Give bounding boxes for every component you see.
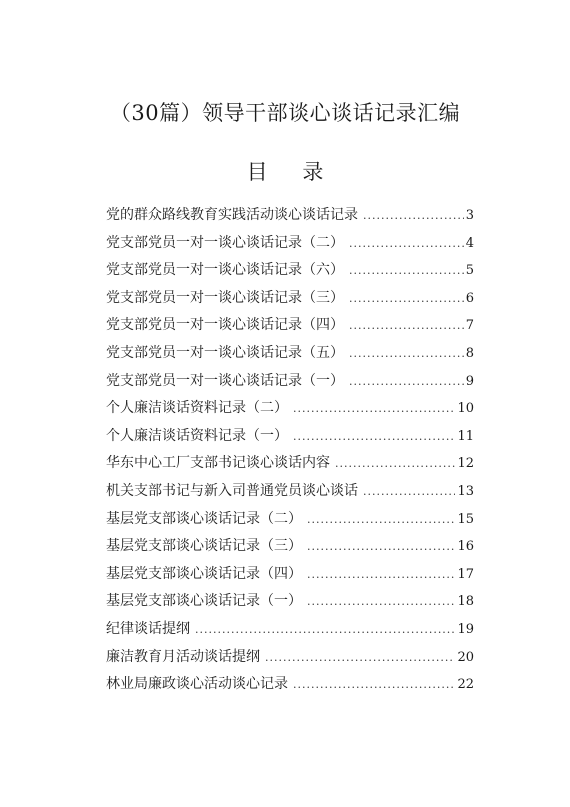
toc-entry-page: 17	[457, 566, 474, 582]
toc-heading: 目 录	[246, 160, 338, 184]
toc-dot-leader	[265, 646, 455, 670]
toc-entry-title: 基层党支部谈心谈话记录（三）	[106, 538, 302, 555]
toc-entry-title: 党支部党员一对一谈心谈话记录（五）	[106, 344, 344, 361]
toc-entry-page: 19	[457, 621, 474, 637]
toc-entry[interactable]	[106, 258, 474, 286]
toc-dot-leader	[349, 232, 464, 256]
toc-entry[interactable]	[106, 341, 474, 369]
toc-entry[interactable]	[106, 203, 474, 231]
toc-entry-title: 华东中心工厂支部书记谈心谈话内容	[106, 455, 330, 472]
toc-entry-page: 4	[465, 235, 474, 251]
toc-dot-leader	[307, 590, 455, 614]
toc-entry[interactable]	[106, 562, 474, 590]
toc-entry-page: 11	[457, 428, 474, 444]
toc-entry-title: 机关支部书记与新入司普通党员谈心谈话	[106, 482, 358, 499]
toc-entry[interactable]	[106, 617, 474, 645]
document-title: （30篇）领导干部谈心谈话记录汇编	[109, 101, 461, 125]
toc-entry-page: 12	[457, 456, 474, 472]
toc-entry-page: 20	[457, 649, 474, 665]
toc-entry[interactable]	[106, 645, 474, 673]
toc-entry-title: 纪律谈话提纲	[106, 620, 190, 637]
toc-dot-leader	[293, 425, 455, 449]
toc-entry[interactable]	[106, 286, 474, 314]
toc-entry[interactable]	[106, 424, 474, 452]
toc-dot-leader	[349, 259, 464, 283]
toc-dot-leader	[293, 673, 455, 697]
toc-entry-page: 15	[457, 511, 474, 527]
toc-dot-leader	[363, 204, 464, 228]
toc-entry[interactable]	[106, 369, 474, 397]
toc-entry-page: 10	[457, 401, 474, 417]
toc-entry-page: 5	[465, 263, 474, 279]
toc-dot-leader	[307, 508, 455, 532]
toc-entry-page: 9	[465, 373, 474, 389]
toc-entry[interactable]	[106, 313, 474, 341]
toc-entry-title: 基层党支部谈心谈话记录（二）	[106, 510, 302, 527]
toc-dot-leader	[349, 370, 464, 394]
toc-entry-title: 个人廉洁谈话资料记录（二）	[106, 400, 288, 417]
toc-entry-title: 党支部党员一对一谈心谈话记录（二）	[106, 234, 344, 251]
toc-entry-page: 18	[457, 594, 474, 610]
toc-entry[interactable]	[106, 672, 474, 700]
toc-entry-title: 党的群众路线教育实践活动谈心谈话记录	[106, 207, 358, 223]
toc-entry-title: 廉洁教育月活动谈话提纲	[106, 648, 260, 665]
toc-dot-leader	[349, 314, 464, 338]
toc-entry-page: 16	[457, 539, 474, 555]
toc-dot-leader	[293, 397, 455, 421]
toc-entry-title: 林业局廉政谈心活动谈心记录	[106, 676, 288, 693]
toc-entry[interactable]	[106, 534, 474, 562]
toc-entry[interactable]	[106, 507, 474, 535]
table-of-contents	[106, 203, 474, 700]
toc-entry-page: 22	[457, 677, 474, 693]
toc-dot-leader	[363, 480, 455, 504]
toc-dot-leader	[307, 563, 455, 587]
toc-dot-leader	[349, 342, 464, 366]
toc-entry-title: 基层党支部谈心谈话记录（一）	[106, 593, 302, 610]
toc-entry-page: 13	[457, 483, 474, 499]
toc-dot-leader	[335, 452, 455, 476]
toc-dot-leader	[195, 618, 455, 642]
toc-entry[interactable]	[106, 231, 474, 259]
toc-entry-title: 个人廉洁谈话资料记录（一）	[106, 427, 288, 444]
toc-dot-leader	[349, 287, 464, 311]
toc-entry[interactable]	[106, 451, 474, 479]
toc-entry-title: 党支部党员一对一谈心谈话记录（三）	[106, 289, 344, 306]
toc-entry-title: 党支部党员一对一谈心谈话记录（一）	[106, 372, 344, 389]
toc-entry-page: 6	[465, 290, 474, 306]
toc-entry-page: 8	[465, 345, 474, 361]
toc-entry[interactable]	[106, 589, 474, 617]
toc-entry-page: 3	[465, 208, 474, 223]
toc-entry[interactable]	[106, 479, 474, 507]
toc-entry-title: 基层党支部谈心谈话记录（四）	[106, 565, 302, 582]
toc-entry-page: 7	[465, 318, 474, 334]
toc-entry[interactable]	[106, 396, 474, 424]
toc-entry-title: 党支部党员一对一谈心谈话记录（四）	[106, 317, 344, 334]
toc-dot-leader	[307, 535, 455, 559]
toc-entry-title: 党支部党员一对一谈心谈话记录（六）	[106, 262, 344, 279]
